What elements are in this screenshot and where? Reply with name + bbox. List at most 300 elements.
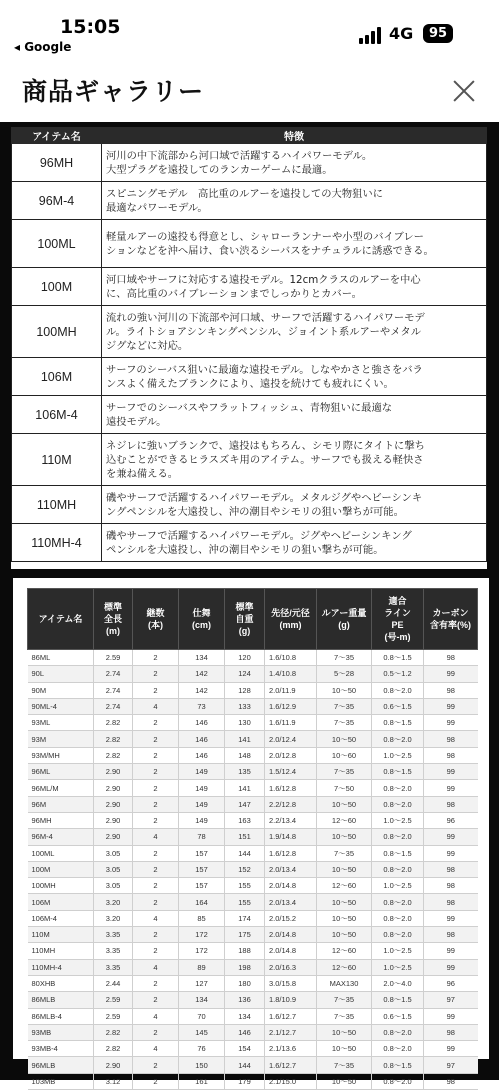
feature-description [102, 524, 487, 562]
header-feature: 特徴 [102, 128, 487, 144]
feature-row [12, 358, 487, 396]
feature-line: ングペンシルを大遠投し、沖の潮目やシモリの狙い撃ちが可能。 [106, 505, 404, 518]
spec-cell-pieces: 4 [133, 910, 179, 926]
spec-cell-closed: 157 [179, 861, 225, 877]
status-bar [0, 0, 499, 60]
spec-cell-length: 2.82 [94, 1041, 133, 1057]
spec-header-lure [317, 589, 372, 650]
spec-row [28, 894, 478, 910]
spec-cell-diameter: 3.0/15.8 [265, 975, 317, 991]
spec-cell-length: 2.90 [94, 829, 133, 845]
feature-item-name: 96MH [12, 144, 102, 182]
spec-cell-name: 110M [28, 927, 94, 943]
spec-cell-carbon: 96 [424, 975, 478, 991]
spec-cell-lure: 10～50 [317, 731, 372, 747]
spec-cell-weight: 188 [225, 943, 265, 959]
spec-cell-lure: 5～28 [317, 666, 372, 682]
spec-cell-line: 0.8～1.5 [372, 1057, 424, 1073]
spec-header-line: (m) [106, 626, 120, 636]
spec-cell-lure: 12～60 [317, 943, 372, 959]
spec-row [28, 1008, 478, 1024]
spec-cell-line: 0.8～2.0 [372, 780, 424, 796]
spec-cell-name: 96ML [28, 764, 94, 780]
spec-cell-lure: 7～35 [317, 650, 372, 666]
spec-header-pieces [133, 589, 179, 650]
spec-cell-length: 3.20 [94, 894, 133, 910]
spec-cell-length: 2.59 [94, 650, 133, 666]
spec-cell-weight: 151 [225, 829, 265, 845]
spec-cell-name: 100ML [28, 845, 94, 861]
spec-cell-closed: 157 [179, 878, 225, 894]
spec-cell-lure: 10～50 [317, 927, 372, 943]
spec-header-line: 標準 [235, 602, 254, 612]
spec-cell-weight: 175 [225, 927, 265, 943]
spec-cell-diameter: 2.0/12.4 [265, 731, 317, 747]
spec-cell-pieces: 2 [133, 650, 179, 666]
spec-row [28, 1024, 478, 1040]
spec-cell-diameter: 2.1/12.7 [265, 1024, 317, 1040]
spec-cell-carbon: 99 [424, 845, 478, 861]
feature-line: 流れの強い河川の下流部や河口域、サーフで活躍するハイパワーモデ [106, 311, 425, 324]
feature-line: 河川の中下流部から河口域で活躍するハイパワーモデル。 [106, 149, 373, 162]
spec-cell-carbon: 98 [424, 796, 478, 812]
spec-row [28, 861, 478, 877]
spec-cell-name: 93MB [28, 1024, 94, 1040]
spec-header-line: (cm) [191, 620, 211, 630]
spec-cell-closed: 85 [179, 910, 225, 926]
spec-cell-name: 106M [28, 894, 94, 910]
spec-cell-lure: 12～60 [317, 959, 372, 975]
spec-cell-lure: 10～50 [317, 1073, 372, 1089]
spec-cell-pieces: 4 [133, 959, 179, 975]
spec-header-line: 仕舞 [192, 608, 211, 618]
spec-cell-length: 2.74 [94, 666, 133, 682]
feature-line: 軽量ルアーの遠投も得意とし、シャローランナーや小型のバイブレー [106, 230, 424, 243]
spec-row [28, 845, 478, 861]
spec-cell-diameter: 1.9/14.8 [265, 829, 317, 845]
title-bar [0, 60, 499, 122]
spec-cell-length: 2.90 [94, 780, 133, 796]
spec-cell-line: 0.6～1.5 [372, 698, 424, 714]
spec-table [27, 588, 478, 1090]
spec-cell-pieces: 2 [133, 943, 179, 959]
spec-cell-line: 1.0～2.5 [372, 943, 424, 959]
spec-header-carbon [424, 589, 478, 650]
spec-cell-line: 0.5～1.2 [372, 666, 424, 682]
spec-cell-weight: 135 [225, 764, 265, 780]
spec-cell-name: 90M [28, 682, 94, 698]
feature-description [102, 220, 487, 268]
spec-cell-name: 110MH-4 [28, 959, 94, 975]
spec-row [28, 943, 478, 959]
spec-cell-weight: 152 [225, 861, 265, 877]
spec-row [28, 927, 478, 943]
spec-cell-pieces: 2 [133, 894, 179, 910]
feature-item-name: 110MH [12, 486, 102, 524]
spec-cell-weight: 130 [225, 715, 265, 731]
spec-row [28, 650, 478, 666]
spec-cell-pieces: 2 [133, 975, 179, 991]
spec-cell-diameter: 1.6/12.7 [265, 1057, 317, 1073]
spec-row [28, 764, 478, 780]
spec-cell-carbon: 99 [424, 1041, 478, 1057]
feature-row [12, 182, 487, 220]
feature-table [11, 127, 487, 562]
spec-cell-carbon: 97 [424, 1057, 478, 1073]
spec-cell-pieces: 2 [133, 927, 179, 943]
feature-description [102, 486, 487, 524]
spec-row [28, 959, 478, 975]
feature-line: ジグなどに対応。 [106, 339, 189, 352]
spec-row [28, 975, 478, 991]
spec-cell-weight: 147 [225, 796, 265, 812]
spec-cell-carbon: 98 [424, 878, 478, 894]
spec-cell-lure: 7～35 [317, 1008, 372, 1024]
spec-cell-diameter: 2.0/11.9 [265, 682, 317, 698]
spec-cell-line: 0.8～2.0 [372, 1073, 424, 1089]
spec-cell-length: 2.90 [94, 1057, 133, 1073]
spec-cell-closed: 78 [179, 829, 225, 845]
spec-cell-closed: 145 [179, 1024, 225, 1040]
feature-description [102, 396, 487, 434]
spec-cell-diameter: 2.0/14.8 [265, 943, 317, 959]
feature-item-name: 106M-4 [12, 396, 102, 434]
signal-icon [359, 26, 383, 44]
feature-line: スピニングモデル 高比重のルアーを遠投しての大物狙いに [106, 187, 383, 200]
spec-cell-pieces: 2 [133, 812, 179, 828]
spec-cell-carbon: 99 [424, 829, 478, 845]
spec-cell-pieces: 4 [133, 1008, 179, 1024]
spec-cell-name: 93ML [28, 715, 94, 731]
feature-item-name: 110MH-4 [12, 524, 102, 562]
gallery-image-feature-table[interactable] [11, 127, 487, 569]
spec-cell-carbon: 99 [424, 764, 478, 780]
spec-cell-lure: 7～50 [317, 780, 372, 796]
feature-line: ションなどを沖へ届け、食い渋るシーバスをナチュラルに誘惑できる。 [106, 244, 434, 257]
spec-header-diameter [265, 589, 317, 650]
spec-cell-line: 0.8～2.0 [372, 910, 424, 926]
spec-row [28, 747, 478, 763]
spec-cell-diameter: 1.6/11.9 [265, 715, 317, 731]
spec-cell-weight: 148 [225, 747, 265, 763]
spec-cell-length: 2.44 [94, 975, 133, 991]
header-item-name: アイテム名 [12, 128, 102, 144]
spec-cell-lure: 12～60 [317, 812, 372, 828]
spec-cell-length: 3.05 [94, 845, 133, 861]
spec-header-line: (本) [148, 620, 163, 630]
spec-cell-line: 0.6～1.5 [372, 1008, 424, 1024]
spec-cell-length: 3.35 [94, 927, 133, 943]
spec-cell-length: 3.35 [94, 959, 133, 975]
spec-cell-closed: 149 [179, 796, 225, 812]
spec-row [28, 698, 478, 714]
spec-cell-diameter: 2.0/16.3 [265, 959, 317, 975]
spec-cell-closed: 70 [179, 1008, 225, 1024]
spec-row [28, 1073, 478, 1089]
spec-cell-name: 96MH [28, 812, 94, 828]
spec-cell-carbon: 97 [424, 992, 478, 1008]
feature-line: 込むことができるヒラスズキ用のアイテム。サーフでも扱える軽快さ [106, 453, 424, 466]
spec-cell-pieces: 2 [133, 1073, 179, 1089]
feature-item-name: 106M [12, 358, 102, 396]
network-type: 4G [389, 24, 414, 43]
spec-cell-carbon: 98 [424, 1073, 478, 1089]
close-icon[interactable] [448, 75, 480, 107]
spec-cell-weight: 155 [225, 894, 265, 910]
spec-cell-name: 96ML/M [28, 780, 94, 796]
spec-cell-name: 110MH [28, 943, 94, 959]
spec-header-line: PE [391, 620, 404, 630]
spec-cell-weight: 155 [225, 878, 265, 894]
feature-row [12, 396, 487, 434]
spec-header-line: 自重 [235, 614, 254, 624]
spec-cell-closed: 149 [179, 780, 225, 796]
feature-item-name: 100M [12, 268, 102, 306]
spec-cell-diameter: 1.6/12.7 [265, 1008, 317, 1024]
spec-header-line: 含有率(%) [430, 620, 471, 630]
spec-cell-closed: 164 [179, 894, 225, 910]
spec-cell-weight: 146 [225, 1024, 265, 1040]
spec-cell-diameter: 2.2/12.8 [265, 796, 317, 812]
spec-cell-pieces: 2 [133, 845, 179, 861]
spec-cell-line: 0.8～2.0 [372, 1041, 424, 1057]
spec-header-line: (g) [238, 626, 251, 636]
spec-cell-line: 0.8～1.5 [372, 650, 424, 666]
spec-cell-line: 1.0～2.5 [372, 747, 424, 763]
spec-cell-diameter: 2.0/14.8 [265, 927, 317, 943]
spec-cell-name: 93MB-4 [28, 1041, 94, 1057]
spec-cell-weight: 180 [225, 975, 265, 991]
spec-row [28, 829, 478, 845]
spec-cell-pieces: 2 [133, 1057, 179, 1073]
spec-cell-pieces: 2 [133, 1024, 179, 1040]
spec-row [28, 910, 478, 926]
feature-line: ネジレに強いブランクで、遠投はもちろん、シモリ際にタイトに撃ち [106, 439, 425, 452]
spec-cell-closed: 142 [179, 682, 225, 698]
feature-description [102, 306, 487, 358]
feature-row [12, 486, 487, 524]
spec-cell-closed: 149 [179, 764, 225, 780]
spec-cell-line: 1.0～2.5 [372, 959, 424, 975]
spec-header-line: 標準 [103, 602, 122, 612]
spec-cell-line: 0.8～1.5 [372, 715, 424, 731]
spec-cell-weight: 198 [225, 959, 265, 975]
spec-header-line: (mm) [279, 620, 302, 630]
spec-cell-name: 96MLB [28, 1057, 94, 1073]
spec-cell-closed: 146 [179, 747, 225, 763]
spec-header-line: カーボン [432, 608, 469, 618]
spec-cell-carbon: 96 [424, 812, 478, 828]
spec-cell-name: 80XHB [28, 975, 94, 991]
spec-cell-diameter: 2.1/13.6 [265, 1041, 317, 1057]
spec-header-closed [179, 589, 225, 650]
feature-line: サーフのシーバス狙いに最適な遠投モデル。しなやかさと強さをバラ [106, 363, 423, 376]
spec-cell-pieces: 4 [133, 698, 179, 714]
spec-cell-name: 86MLB-4 [28, 1008, 94, 1024]
spec-cell-diameter: 1.6/12.8 [265, 780, 317, 796]
spec-cell-pieces: 2 [133, 878, 179, 894]
spec-cell-lure: 10～50 [317, 894, 372, 910]
spec-cell-lure: 7～35 [317, 992, 372, 1008]
spec-cell-carbon: 98 [424, 650, 478, 666]
spec-cell-closed: 76 [179, 1041, 225, 1057]
spec-cell-name: 100MH [28, 878, 94, 894]
spec-cell-diameter: 1.6/10.8 [265, 650, 317, 666]
feature-line: 最適なパワーモデル。 [106, 201, 208, 214]
spec-header-line: (g) [338, 620, 350, 630]
gallery-image-spec-table[interactable] [13, 578, 489, 1086]
spec-cell-lure: 10～50 [317, 861, 372, 877]
feature-line: ンスよく備えたブランクにより、遠投を続けても疲れにくい。 [106, 377, 394, 390]
spec-cell-diameter: 2.0/13.4 [265, 861, 317, 877]
spec-cell-length: 3.20 [94, 910, 133, 926]
spec-cell-line: 0.8～1.5 [372, 845, 424, 861]
spec-cell-diameter: 2.0/13.4 [265, 894, 317, 910]
spec-header-line: 全長 [103, 614, 122, 624]
spec-cell-pieces: 4 [133, 829, 179, 845]
spec-cell-carbon: 99 [424, 959, 478, 975]
feature-row [12, 524, 487, 562]
feature-item-name: 100MH [12, 306, 102, 358]
spec-header-line: ルアー重量 [321, 608, 367, 618]
spec-cell-lure: 10～50 [317, 910, 372, 926]
spec-cell-line: 0.8～2.0 [372, 829, 424, 845]
spec-cell-pieces: 2 [133, 861, 179, 877]
spec-cell-line: 1.0～2.5 [372, 812, 424, 828]
feature-row [12, 268, 487, 306]
spec-cell-length: 2.59 [94, 1008, 133, 1024]
spec-cell-pieces: 2 [133, 747, 179, 763]
spec-cell-lure: 7～35 [317, 764, 372, 780]
feature-line: ペンシルを大遠投し、沖の潮目やシモリの狙い撃ちが可能。 [106, 543, 384, 556]
spec-cell-closed: 146 [179, 715, 225, 731]
feature-description [102, 268, 487, 306]
spec-row [28, 878, 478, 894]
feature-description [102, 144, 487, 182]
clock: 15:05 [60, 16, 121, 38]
spec-row [28, 780, 478, 796]
spec-cell-pieces: 2 [133, 780, 179, 796]
spec-cell-weight: 120 [225, 650, 265, 666]
spec-cell-diameter: 2.0/14.8 [265, 878, 317, 894]
spec-cell-lure: 7～35 [317, 845, 372, 861]
spec-cell-closed: 89 [179, 959, 225, 975]
spec-header-line: 継数 [146, 608, 165, 618]
spec-cell-line: 0.8～2.0 [372, 927, 424, 943]
spec-cell-line: 0.8～1.5 [372, 764, 424, 780]
spec-cell-length: 2.90 [94, 796, 133, 812]
back-to-app-link[interactable]: ◂ Google [14, 40, 72, 54]
spec-cell-closed: 142 [179, 666, 225, 682]
spec-cell-closed: 150 [179, 1057, 225, 1073]
spec-cell-pieces: 4 [133, 1041, 179, 1057]
spec-cell-name: 96M-4 [28, 829, 94, 845]
spec-cell-lure: MAX130 [317, 975, 372, 991]
spec-header-length [94, 589, 133, 650]
spec-row [28, 731, 478, 747]
spec-cell-pieces: 2 [133, 715, 179, 731]
feature-line: に、高比重のバイブレーションまでしっかりとカバー。 [106, 287, 362, 300]
spec-cell-lure: 10～50 [317, 682, 372, 698]
spec-cell-pieces: 2 [133, 666, 179, 682]
spec-cell-length: 3.35 [94, 943, 133, 959]
spec-cell-weight: 154 [225, 1041, 265, 1057]
spec-cell-lure: 7～35 [317, 715, 372, 731]
feature-line: 磯やサーフで活躍するハイパワーモデル。ジグやヘビーシンキング [106, 529, 412, 542]
spec-cell-length: 3.05 [94, 861, 133, 877]
spec-cell-lure: 7～35 [317, 1057, 372, 1073]
spec-cell-diameter: 2.0/12.8 [265, 747, 317, 763]
feature-line: 磯やサーフで活躍するハイパワーモデル。メタルジグやヘビーシンキ [106, 491, 423, 504]
feature-description [102, 358, 487, 396]
spec-cell-length: 2.82 [94, 1024, 133, 1040]
feature-line: ル。ライトショアシンキングペンシル、ジョイント系ルアーやメタル [106, 325, 422, 338]
spec-cell-carbon: 98 [424, 747, 478, 763]
spec-cell-weight: 124 [225, 666, 265, 682]
spec-row [28, 715, 478, 731]
spec-cell-weight: 136 [225, 992, 265, 1008]
spec-cell-carbon: 99 [424, 1008, 478, 1024]
spec-cell-weight: 163 [225, 812, 265, 828]
spec-cell-name: 90ML-4 [28, 698, 94, 714]
spec-header-line [372, 589, 424, 650]
spec-cell-length: 2.74 [94, 698, 133, 714]
spec-header-line: ライン [384, 608, 411, 618]
spec-cell-line: 0.8～2.0 [372, 1024, 424, 1040]
spec-cell-carbon: 99 [424, 666, 478, 682]
spec-cell-name: 103MB [28, 1073, 94, 1089]
spec-cell-lure: 12～60 [317, 878, 372, 894]
spec-cell-name: 86MLB [28, 992, 94, 1008]
spec-cell-length: 2.74 [94, 682, 133, 698]
spec-row [28, 1057, 478, 1073]
spec-cell-carbon: 98 [424, 894, 478, 910]
spec-cell-carbon: 99 [424, 780, 478, 796]
spec-cell-line: 0.8～2.0 [372, 861, 424, 877]
spec-cell-carbon: 99 [424, 910, 478, 926]
spec-cell-line: 0.8～1.5 [372, 992, 424, 1008]
spec-cell-diameter: 2.2/13.4 [265, 812, 317, 828]
spec-cell-closed: 127 [179, 975, 225, 991]
feature-row [12, 220, 487, 268]
spec-cell-name: 106M-4 [28, 910, 94, 926]
spec-cell-lure: 10～50 [317, 829, 372, 845]
feature-row [12, 306, 487, 358]
spec-cell-weight: 179 [225, 1073, 265, 1089]
spec-cell-lure: 10～60 [317, 747, 372, 763]
spec-cell-carbon: 99 [424, 698, 478, 714]
spec-cell-lure: 7～35 [317, 698, 372, 714]
spec-header-line: アイテム名 [38, 614, 83, 624]
spec-cell-name: 90L [28, 666, 94, 682]
spec-cell-diameter: 2.1/15.0 [265, 1073, 317, 1089]
feature-line: 遠投モデル。 [106, 415, 167, 428]
spec-cell-carbon: 98 [424, 1024, 478, 1040]
spec-cell-weight: 141 [225, 731, 265, 747]
spec-header-weight [225, 589, 265, 650]
spec-cell-weight: 134 [225, 1008, 265, 1024]
feature-description [102, 434, 487, 486]
spec-cell-pieces: 2 [133, 764, 179, 780]
spec-cell-name: 93M/MH [28, 747, 94, 763]
feature-line: 河口域やサーフに対応する遠投モデル。12cmクラスのルアーを中心 [106, 273, 421, 286]
spec-header-line: 適合 [388, 596, 407, 606]
spec-cell-weight: 141 [225, 780, 265, 796]
spec-cell-pieces: 2 [133, 682, 179, 698]
spec-cell-length: 3.05 [94, 878, 133, 894]
spec-cell-name: 96M [28, 796, 94, 812]
spec-header-name [28, 589, 94, 650]
